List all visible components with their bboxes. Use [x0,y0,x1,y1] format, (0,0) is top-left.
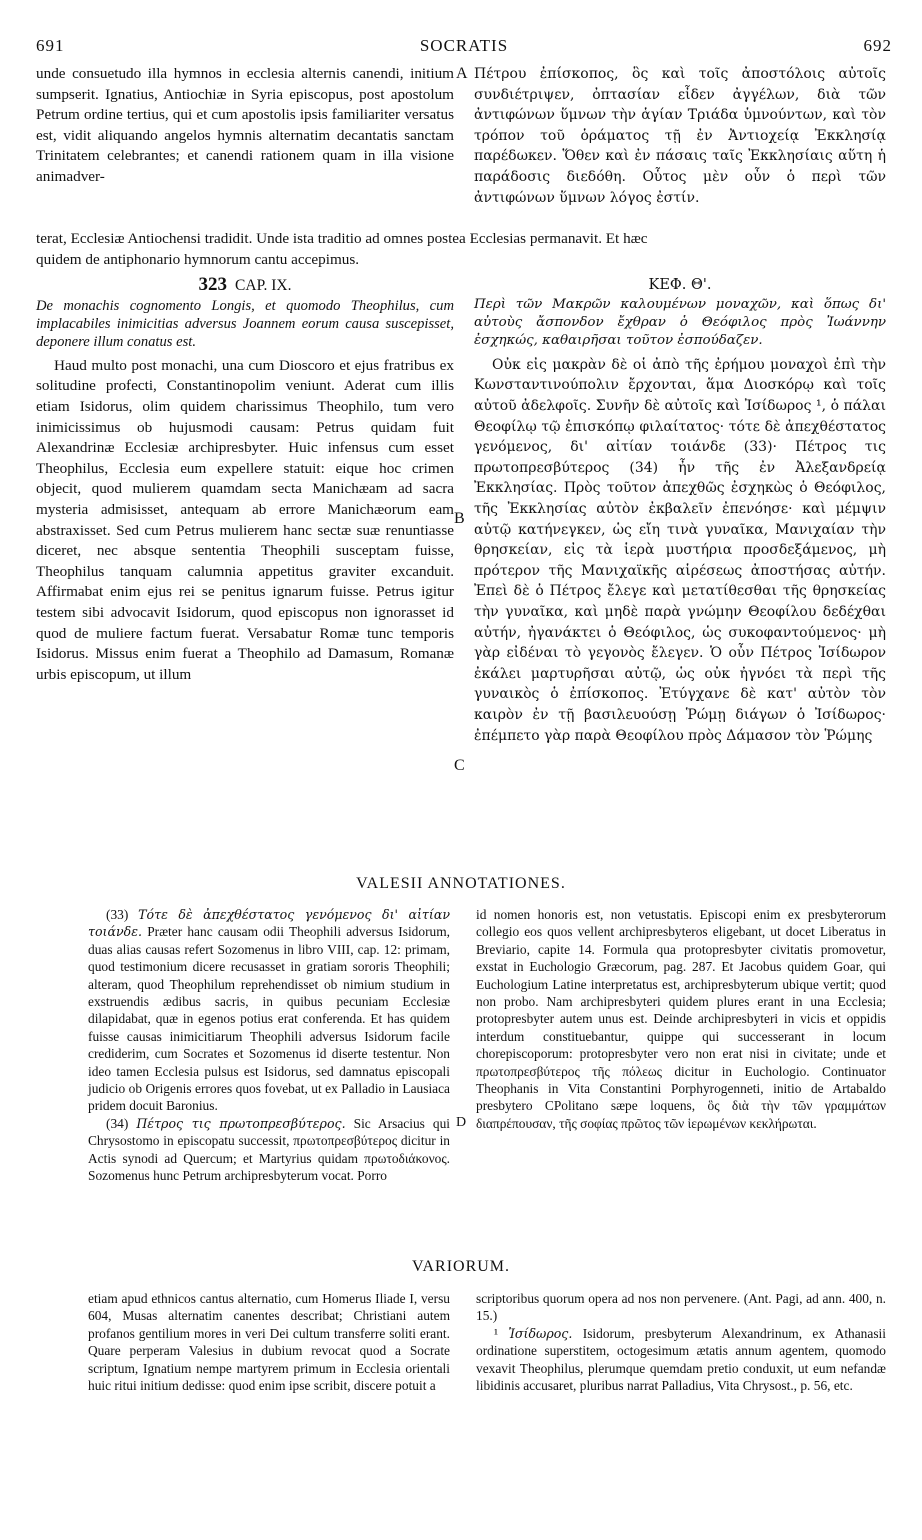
note-34 [88,1115,450,1185]
note-33-text: Præter hanc causam odii Theophili adversus Isidorum, duas alias causas refert Sozomenus in libro VIII, cap. 12: primam, quod testimonium dicere recusasset in gratiam sororis Theophili; alteram, quod Theophilum reprehendisset ob nimium studium in exstruendis ædibus sacris, in quibus pecuniam Ecclesiæ dilapidabat, quæ in egenos potius erat conferenda. Et has quidem fuisse causas inimicitiarum Theophili adversus Isidorum facile crediderim, cum Socrates et Sozomenus id diserte testentur. Non ideo tamen Ecclesia pulsus est Isidorus, sed damnatus episcopali judicio ob Origenis errores quos fovebat, ut ex Palladio in Lausiaca pridem docuit Baronius. [88,924,450,1114]
footnote-1-text: Isidorum, presbyterum Alexandrinum, ex Athanasii ordinatione superstitem, octogesimum ætatis annum agentem, quomodo vexavit Theophilus, plerumque quemdam pretio conduxit, ut eum nefandæ libidinis accusaret, pluribus narrat Palladius, Vita Chrysost., p. 56, etc. [476,1325,886,1394]
greek-continuation [474,64,886,208]
greek-chapter-body: Οὐκ εἰς μακρὰν δὲ οἱ ἀπὸ τῆς ἐρήμου μοναχοὶ ἐπὶ τὴν Κωνσταντινούπολιν ἔρχονται, ἅμα Διοσκόρῳ καὶ τοῖς αὐτοῦ ἀδελφοῖς. Συνῆν δὲ αὐτοῖς καὶ Ἰσίδωρος ¹, ὁ πάλαι Θεοφίλῳ τῷ ἐπισκόπῳ φιλαίτατος· τότε δὲ ἀπεχθέστατος γενόμενος, δι' αἰτίαν τοιάνδε (33)· Πέτρος τις πρωτοπρεσβύτερος (34) ἦν τῆς ἐν Ἀλεξανδρείᾳ Ἐκκλησίας. Πρὸς τοῦτον ἀπεχθῶς ἐσχηκὼς ὁ Θεόφιλος, τῆς Ἐκκλησίας αὐτὸν ἐκβαλεῖν ἐπενόησε· καὶ μέμψιν αὐτῷ κατήνεγκεν, ὡς εἴη τινὰ γυναῖκα, Μανιχαίαν τὴν θρησκείαν, εἰς τὰ ἱερὰ μυστήρια προσδεξάμενος, μὴ πρότερον τῆς Μανιχαϊκῆς αἱρέσεως ἀποστήσας αὐτήν. Ἐπεὶ δὲ ὁ Πέτρος ἔλεγε καὶ μετατίθεσθαι τῆς θρησκείας τὴν γυναῖκα, καὶ μηδὲ παρὰ γνώμην Θεοφίλου δεδέχθαι αὐτήν, ἠγανάκτει ὁ Θεόφιλος, ὡς συκοφαντούμενος· μὴ γὰρ εἰδέναι τὸ γεγονὸς ἔλεγεν. Ὁ οὖν Πέτρος Ἰσίδωρον ἐκάλει μαρτυρῆσαι αὐτῷ, ὡς οὐκ ἠγνόει τὰ περὶ τῆς γυναικὸς ὁ ἐπίσκοπος. Ἐτύγχανε δὲ κατ' αὐτὸν τὸν καιρὸν ἐν τῇ βασιλευούσῃ Ῥώμῃ διάγων ὁ Ἰσίδωρος· ἐπέμπετο γὰρ παρὰ Θεοφίλου πρὸς Δάμασον τὸν Ῥώμης [474,356,886,744]
note-34-lemma: Πέτρος τις πρωτοπρεσβύτερος. [136,1115,346,1131]
variorum-right-column [476,1290,886,1394]
latin-continuation [36,64,454,188]
greek-continuation-text: Πέτρου ἐπίσκοπος, ὃς καὶ τοῖς ἀποστόλοις αὐτοῖς συνδιέτριψεν, ὀπτασίαν εἶδεν ἀγγέλων, διὰ τῶν ἀντιφώνων ὕμνων τὴν ἁγίαν Τριάδα ὑμνούντων, καὶ τὸν τρόπον τοῦ ὁράματος τῇ ἐν Ἀντιοχείᾳ Ἐκκλησίᾳ παρέδωκεν. Ὅθεν καὶ ἐν πάσαις ταῖς Ἐκκλησίαις αὕτη ἡ παράδοσις διεδόθη. Οὗτος μὲν οὖν ὁ περὶ τῶν ἀντιφώνων ὕμνων λόγος ἐστίν. [474,66,886,206]
note-34-continuation: id nomen honoris est, non vetustatis. Episcopi enim ex presbyterorum collegio eos quos vellent archipresbyteros eligebant, ut docet Liberatus in Breviario, capite 14. Formula qua protopresbyter civitatis promovetur, exstat in Euchologio Græcorum, pag. 287. Et Jacobus quidem Goar, qui Euchologium Latine interpretatus est, archipresbyterum ubique vertit; quod non probo. Nam archipresbyteri quidem plures erant in una Ecclesia; protopresbyter autem unus est. Deinde archipresbyteri in vicis et oppidis interdum constituebantur, quippe qui successerant in locum chorepiscoporum: protopresbyter vero non erat nisi in civitate; unde et πρωτοπρεσβύτερος τῆς πόλεως dicitur in Euchologio. Continuator Theophanis in Vita Constantini Porphyrogenneti, initio de Artabaldo presbytero CPolitano sæpe loquens, ὃς διὰ τὴν τῶν γραμμάτων διαπρέπουσαν, τῆς σοφίας πρῶτος τῶν ἱερωμένων κεκλήρωται. [476,907,886,1131]
note-34-text: Sic Arsacius qui Chrysostomo in episcopatu successit, πρωτοπρεσβύτερος dicitur in Actis synodi ad Quercum; et Martyrius quidam πρωτοδιάκονος. Sozomenus hunc Petrum archipresbyterum vocat. Porro [88,1115,450,1184]
valesii-right-column [476,906,886,1132]
footnote-1 [476,1325,886,1395]
variorum-heading: VARIORUM. [411,1258,511,1275]
running-header [36,36,892,58]
margin-letter-a: A [456,65,468,82]
running-title: SOCRATIS [419,36,509,55]
margin-letter-d: D [456,1115,467,1130]
note-33-lemma: Τότε δὲ ἀπεχθέστατος γενόμενος δι' αἰτίαν τοιάνδε. [88,907,450,940]
margin-letter-c: C [454,757,465,774]
full-width-line-2: quidem de antiphonario hymnorum cantu accepimus. [36,250,360,268]
full-width-line-1: terat, Ecclesiæ Antiochensi tradidit. Unde ista traditio ad omnes postea Ecclesias permanavit. Et hæc [36,230,648,247]
variorum-left-column [88,1290,450,1394]
valesii-heading: VALESII ANNOTATIONES. [356,875,566,892]
valesii-left-column [88,906,450,1185]
full-width-lines [36,229,886,270]
variorum-right-text: scriptoribus quorum opera ad nos non pervenere. (Ant. Pagi, ad ann. 400, n. 15.) [476,1291,886,1324]
footnote-1-mark: ¹ [494,1325,499,1341]
greek-chapter-heading: ΚΕΦ. Θ'. [648,277,712,293]
page-number-right: 692 [863,36,892,55]
latin-chapter [36,275,454,685]
latin-chapter-heading [36,275,454,297]
latin-chapter-body: Haud multo post monachi, una cum Dioscoro et ejus fratribus ex solitudine profecti, Constantinopolim veniunt. Aderat cum illis etiam Isidorus, olim quidem charissimus Theophilo, tum vero inimicissimus ob hujusmodi causam: Petrus quidam fuit Alexandrinæ Ecclesiæ archipresbyter. Huic infensus cum esset Theophilus, Ecclesia eum expellere statuit: eique hoc crimen objecit, quod mulierem quamdam secta Manichæam ad sacra mysteria admisisset, antequam ab errore Manichæorum eam abstraxisset. Sed cum Petrus mulierem hanc sectæ suæ renuntiasse diceret, nec absque sententia Theophili susceptam fuisse, Theophilus tanquam calumnia appetitus graviter excanduit. Affirmabat enim ejus rei se penitus ignarum fuisse. Petrus igitur testem sibi advocavit Isidorum, quod episcopus non ignorasset id quod de muliere factum fuerat. Versabatur Romæ tunc temporis Isidorus. Missus enim fuerat a Theophilo ad Damasum, Romanæ urbis episcopum, ut illum [36,356,454,683]
note-34-number: (34) [106,1115,129,1131]
greek-chapter [474,275,886,746]
footnote-1-lemma: Ἰσίδωρος. [508,1325,573,1341]
variorum-left-text: etiam apud ethnicos cantus alternatio, cum Homerus Iliade I, versu 604, Musas alternatim canentes describat; Christiani autem profanos gentilium mores in veri Dei cultum transferre soliti erant. Quare perperam Valesius in dubium revocat quod a Socrate scriptum, Ignatium nempe martyrem primum in Ecclesia orientali huic ritui initium dedisse: quod enim ipse scribit, discere potuit a [88,1291,450,1394]
note-33 [88,906,450,1115]
latin-chapter-summary: De monachis cognomento Longis, et quomodo Theophilus, cum implacabiles inimicitias adversus Joannem eorum causa suscepisset, deponere illum conatus est. [36,297,454,351]
latin-cap-label: CAP. IX. [235,277,292,294]
chapter-number: 323 [198,274,228,295]
page-number-left: 691 [36,36,65,55]
note-33-number: (33) [106,907,129,922]
greek-chapter-summary: Περὶ τῶν Μακρῶν καλουμένων μοναχῶν, καὶ ὅπως δι' αὐτοὺς ἄσπονδον ἔχθραν ὁ Θεόφιλος πρὸς Ἰωάννην ἐσχηκώς, καθαιρῆσαι τοῦτον ἐσπούδαζεν. [474,296,886,349]
margin-letter-b: B [454,510,465,527]
latin-continuation-text: unde consuetudo illa hymnos in ecclesia alternis canendi, initium sumpserit. Ignatius, Antiochiæ in Syria episcopus, post apostolum Petrum ordine tertius, qui et cum apostolis ipsis familiariter versatus est, vidit aliquando angelos hymnis alternatim decantatis sanctam Trinitatem celebrantes; et canendi rationem quam in illa visione animadver- [36,65,454,185]
